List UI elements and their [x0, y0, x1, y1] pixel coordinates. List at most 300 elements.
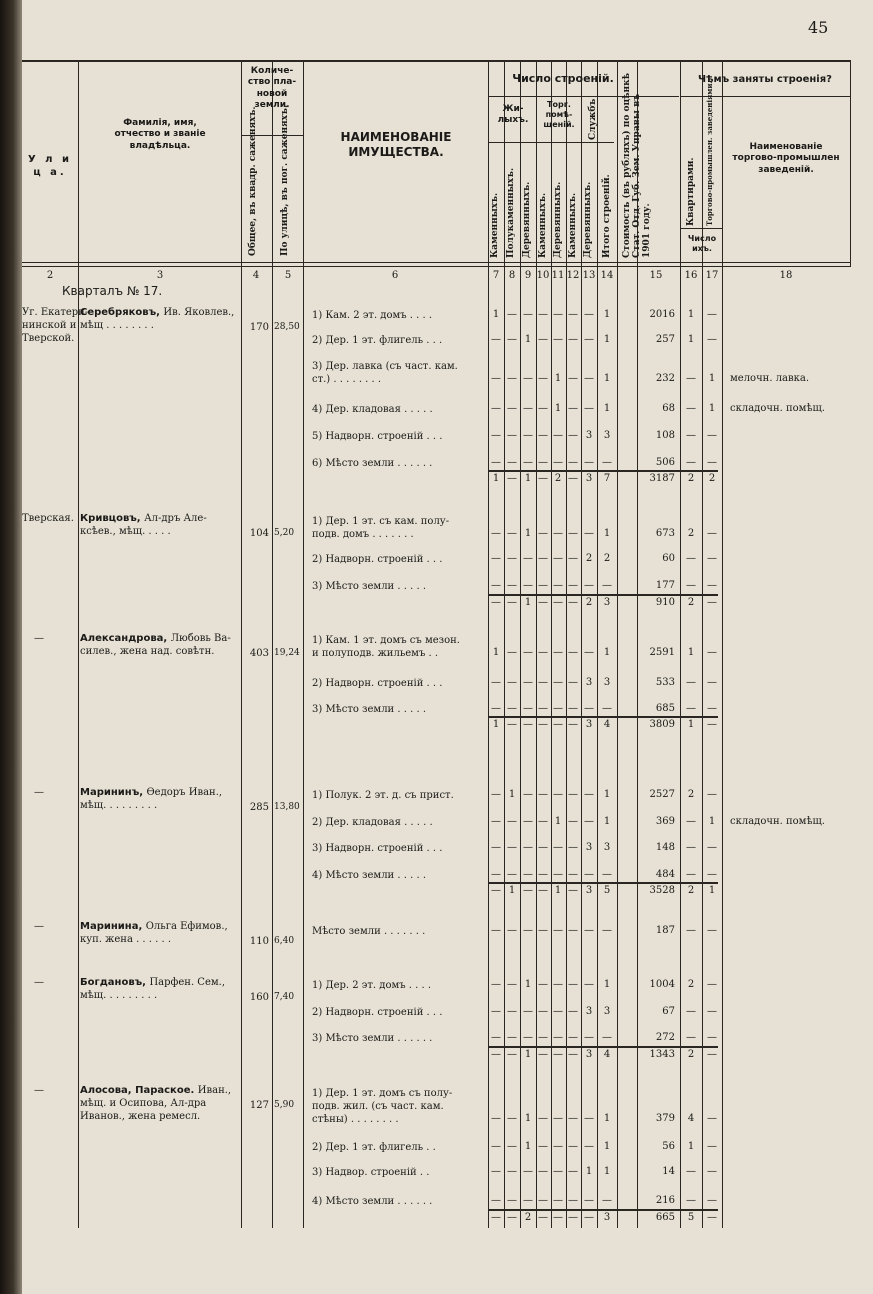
- header-cost: Стоимость (въ рубляхъ) по оцѣнкѣ Стат. Отд. Губ. Зем. Управы въ 1901 году.: [622, 73, 652, 258]
- property-item-line: 2) Надворн. строеній . . .: [312, 1007, 443, 1018]
- cost-cell: 1004: [649, 979, 675, 990]
- building-count-cell: —: [553, 703, 563, 714]
- header-property-line: НАИМЕНОВАНІЕ: [340, 130, 452, 144]
- frontage-cell: 5,20: [274, 528, 295, 538]
- trade-est-cell: —: [707, 457, 717, 468]
- building-count-cell: —: [584, 647, 594, 658]
- building-count-cell: —: [584, 334, 594, 345]
- building-count-cell: —: [523, 1032, 533, 1043]
- building-count-cell: —: [507, 703, 517, 714]
- building-count-cell: 2: [585, 597, 593, 608]
- owner-surname: Алосова, Параское.: [80, 1085, 198, 1096]
- rule-line: [680, 228, 722, 229]
- column-number: 5: [284, 270, 292, 281]
- header-land-total: Общее, въ квадр. саженяхъ.: [248, 106, 258, 256]
- building-count-cell: 1: [524, 979, 532, 990]
- trade-est-cell: —: [707, 1049, 717, 1060]
- land-area-cell: 170: [249, 322, 269, 333]
- building-count-cell: 2: [554, 473, 562, 484]
- building-count-cell: —: [568, 373, 578, 384]
- building-count-cell: —: [523, 925, 533, 936]
- building-count-cell: —: [568, 789, 578, 800]
- building-count-cell: —: [568, 403, 578, 414]
- building-count-cell: —: [523, 553, 533, 564]
- building-count-cell: —: [507, 816, 517, 827]
- building-count-cell: —: [523, 816, 533, 827]
- building-count-cell: —: [538, 1006, 548, 1017]
- column-number: 14: [600, 270, 614, 281]
- building-count-cell: —: [584, 703, 594, 714]
- header-trade-est: Торгово-промышлен. заведеніями.: [705, 81, 714, 226]
- street-name: —: [34, 977, 44, 988]
- total-buildings-cell: 2: [603, 553, 611, 564]
- building-count-cell: —: [523, 1006, 533, 1017]
- building-count-cell: 1: [554, 373, 562, 384]
- building-count-cell: —: [584, 1141, 594, 1152]
- building-count-cell: —: [568, 334, 578, 345]
- column-divider: [850, 60, 851, 267]
- building-count-cell: —: [553, 457, 563, 468]
- property-item-line: 3) Мѣсто земли . . . . .: [312, 581, 426, 592]
- building-count-cell: —: [553, 553, 563, 564]
- property-item-line: 2) Надворн. строеній . . .: [312, 554, 443, 565]
- apartments-cell: —: [686, 703, 696, 714]
- trade-est-cell: —: [707, 1006, 717, 1017]
- header-buildings-count: Число строеній.: [512, 72, 614, 85]
- street-name: [22, 306, 89, 345]
- building-count-cell: —: [491, 1006, 501, 1017]
- building-count-cell: —: [568, 703, 578, 714]
- owner-surname: Богдановъ,: [80, 977, 150, 988]
- land-area-cell: 110: [249, 936, 269, 947]
- trade-est-cell: 1: [708, 816, 716, 827]
- trade-est-cell: 1: [708, 403, 716, 414]
- total-buildings-cell: 1: [603, 816, 611, 827]
- rule-line: [22, 60, 850, 62]
- cost-cell: 14: [662, 1166, 675, 1177]
- building-count-cell: —: [568, 580, 578, 591]
- building-count-cell: 3: [585, 430, 593, 441]
- apartments-cell: —: [686, 1166, 696, 1177]
- building-count-cell: —: [538, 553, 548, 564]
- building-count-cell: —: [568, 677, 578, 688]
- total-buildings-cell: 1: [603, 789, 611, 800]
- column-divider: [241, 60, 242, 1228]
- column-number: 10: [536, 270, 550, 281]
- building-count-cell: —: [568, 1032, 578, 1043]
- building-count-cell: —: [507, 1113, 517, 1124]
- building-count-cell: —: [507, 373, 517, 384]
- building-count-cell: —: [553, 1195, 563, 1206]
- header-owner-line: отчество и званіе: [114, 129, 206, 140]
- frontage-cell: 28,50: [274, 322, 300, 332]
- building-count-cell: —: [491, 1113, 501, 1124]
- owner-detail: Ольга Ефимов.,: [145, 921, 228, 932]
- rule-line: [488, 470, 718, 472]
- cost-cell: 232: [655, 373, 675, 384]
- building-count-cell: —: [584, 309, 594, 320]
- building-count-cell: —: [584, 789, 594, 800]
- trade-establishment-name: складочн. помѣщ.: [730, 816, 825, 827]
- trade-establishment-name: складочн. помѣщ.: [730, 403, 825, 414]
- building-count-cell: —: [491, 789, 501, 800]
- property-item: [312, 677, 442, 690]
- column-number: 8: [508, 270, 516, 281]
- building-count-cell: —: [553, 597, 563, 608]
- building-count-cell: —: [523, 1166, 533, 1177]
- building-count-cell: 1: [554, 403, 562, 414]
- header-trade-name-line: Наименованіе: [749, 142, 823, 152]
- property-item-line: 5) Надворн. строеній . . .: [312, 431, 443, 442]
- building-count-cell: 1: [524, 1141, 532, 1152]
- apartments-cell: 2: [687, 885, 695, 896]
- cost-cell: 673: [655, 528, 675, 539]
- cost-cell: 56: [662, 1141, 675, 1152]
- apartments-cell: —: [686, 869, 696, 880]
- property-item-line: 2) Надворн. строеній . . .: [312, 678, 443, 689]
- building-count-cell: —: [568, 457, 578, 468]
- building-count-cell: —: [538, 403, 548, 414]
- cost-cell: 685: [655, 703, 675, 714]
- building-count-cell: —: [491, 373, 501, 384]
- owner-detail: мѣщ. . . . . . . . .: [80, 800, 158, 811]
- property-item: [312, 1195, 432, 1208]
- property-item: [312, 1006, 442, 1019]
- building-count-cell: —: [523, 580, 533, 591]
- building-count-cell: —: [491, 457, 501, 468]
- column-divider: [597, 60, 598, 1228]
- total-buildings-cell: —: [602, 457, 612, 468]
- total-buildings-cell: 1: [603, 1113, 611, 1124]
- building-count-cell: —: [523, 677, 533, 688]
- property-item: [312, 816, 433, 829]
- quarter-heading: Кварталъ № 17.: [62, 284, 163, 298]
- column-number: 2: [46, 270, 54, 281]
- owner-name: [80, 786, 240, 812]
- header-com-wooden: Деревянныхъ.: [553, 181, 563, 258]
- total-buildings-cell: —: [602, 925, 612, 936]
- total-buildings-cell: 1: [603, 309, 611, 320]
- trade-est-cell: —: [707, 1212, 717, 1223]
- street-name: —: [34, 1085, 44, 1096]
- building-count-cell: —: [507, 869, 517, 880]
- building-count-cell: 1: [524, 1049, 532, 1060]
- building-count-cell: —: [507, 647, 517, 658]
- land-area-cell: 160: [249, 992, 269, 1003]
- building-count-cell: —: [568, 925, 578, 936]
- owner-name: [80, 512, 240, 538]
- column-number: 4: [252, 270, 260, 281]
- property-item-line: 1) Кам. 2 эт. домъ . . . .: [312, 310, 433, 321]
- building-count-cell: —: [538, 309, 548, 320]
- street-name-line: Тверская.: [22, 513, 74, 524]
- street-name-line: Тверской.: [22, 333, 75, 344]
- property-item-line: 1) Дер. 1 эт. съ кам. полу-: [312, 516, 450, 527]
- building-count-cell: —: [538, 789, 548, 800]
- header-land-street: По улицѣ, въ пог. саженяхъ.: [280, 104, 290, 256]
- cost-cell: 3528: [649, 885, 675, 896]
- apartments-cell: 5: [687, 1212, 695, 1223]
- building-count-cell: —: [538, 430, 548, 441]
- building-count-cell: —: [491, 1166, 501, 1177]
- total-buildings-cell: 7: [603, 473, 611, 484]
- column-divider: [722, 60, 723, 1228]
- column-number: 17: [705, 270, 719, 281]
- building-count-cell: —: [584, 1212, 594, 1223]
- building-count-cell: 3: [585, 1006, 593, 1017]
- apartments-cell: 2: [687, 1049, 695, 1060]
- header-residential: [490, 104, 536, 127]
- book-binding-edge: [0, 0, 22, 1294]
- cost-cell: 60: [662, 553, 675, 564]
- building-count-cell: —: [491, 430, 501, 441]
- building-count-cell: —: [568, 816, 578, 827]
- building-count-cell: —: [491, 1195, 501, 1206]
- building-count-cell: —: [568, 597, 578, 608]
- building-count-cell: —: [553, 1141, 563, 1152]
- building-count-cell: —: [523, 703, 533, 714]
- building-count-cell: —: [491, 528, 501, 539]
- building-count-cell: —: [491, 403, 501, 414]
- apartments-cell: —: [686, 580, 696, 591]
- property-item-line: ст.) . . . . . . . .: [312, 374, 382, 385]
- building-count-cell: —: [568, 1049, 578, 1060]
- owner-detail: силев., жена над. совѣтн.: [80, 646, 215, 657]
- building-count-cell: 1: [492, 473, 500, 484]
- building-count-cell: —: [507, 473, 517, 484]
- trade-est-cell: 1: [708, 885, 716, 896]
- building-count-cell: —: [584, 1032, 594, 1043]
- cost-cell: 484: [655, 869, 675, 880]
- property-item-line: Мѣсто земли . . . . . . .: [312, 926, 426, 937]
- header-property: [305, 130, 487, 160]
- trade-est-cell: —: [707, 789, 717, 800]
- street-name-line: нинской и: [22, 320, 77, 331]
- total-buildings-cell: 1: [603, 373, 611, 384]
- property-item: [312, 789, 454, 802]
- frontage-cell: 13,80: [274, 802, 300, 812]
- trade-est-cell: —: [707, 869, 717, 880]
- building-count-cell: —: [507, 553, 517, 564]
- property-item-line: 4) Дер. кладовая . . . . .: [312, 404, 433, 415]
- building-count-cell: —: [523, 869, 533, 880]
- building-count-cell: —: [538, 979, 548, 990]
- building-count-cell: —: [553, 979, 563, 990]
- building-count-cell: 1: [492, 719, 500, 730]
- building-count-cell: —: [507, 457, 517, 468]
- column-divider: [78, 60, 79, 1228]
- header-wooden: Деревянныхъ.: [522, 181, 532, 258]
- trade-est-cell: —: [707, 1141, 717, 1152]
- building-count-cell: —: [491, 1032, 501, 1043]
- header-land-qty-line: ство пла-: [247, 77, 297, 88]
- frontage-cell: 19,24: [274, 648, 300, 658]
- building-count-cell: —: [568, 1166, 578, 1177]
- apartments-cell: 2: [687, 473, 695, 484]
- building-count-cell: —: [584, 979, 594, 990]
- apartments-cell: —: [686, 457, 696, 468]
- building-count-cell: —: [523, 885, 533, 896]
- building-count-cell: —: [491, 334, 501, 345]
- property-item: [312, 1032, 432, 1045]
- building-count-cell: —: [584, 403, 594, 414]
- building-count-cell: —: [507, 1141, 517, 1152]
- building-count-cell: —: [523, 719, 533, 730]
- building-count-cell: —: [507, 842, 517, 853]
- apartments-cell: —: [686, 816, 696, 827]
- building-count-cell: 1: [508, 789, 516, 800]
- building-count-cell: —: [507, 403, 517, 414]
- owner-surname: Марининъ,: [80, 787, 147, 798]
- cost-cell: 910: [655, 597, 675, 608]
- trade-est-cell: —: [707, 647, 717, 658]
- building-count-cell: —: [491, 597, 501, 608]
- header-trade-name-line: заведеній.: [758, 164, 814, 175]
- total-buildings-cell: 4: [603, 1049, 611, 1060]
- header-count-line: ихъ.: [692, 244, 712, 253]
- building-count-cell: —: [523, 309, 533, 320]
- building-count-cell: —: [538, 1195, 548, 1206]
- building-count-cell: —: [491, 1141, 501, 1152]
- building-count-cell: —: [553, 925, 563, 936]
- header-count: [682, 234, 722, 254]
- cost-cell: 2591: [649, 647, 675, 658]
- building-count-cell: —: [568, 1195, 578, 1206]
- building-count-cell: —: [491, 869, 501, 880]
- column-number: 12: [566, 270, 580, 281]
- property-item: [312, 634, 460, 660]
- column-number: 11: [551, 270, 565, 281]
- column-number: 13: [582, 270, 596, 281]
- building-count-cell: —: [507, 1212, 517, 1223]
- header-residential-line: лыхъ.: [497, 115, 529, 126]
- rule-line: [488, 1046, 718, 1048]
- owner-detail: мѣщ. . . . . . . . .: [80, 990, 158, 1001]
- building-count-cell: —: [523, 1195, 533, 1206]
- building-count-cell: —: [553, 580, 563, 591]
- total-buildings-cell: 4: [603, 719, 611, 730]
- apartments-cell: 4: [687, 1113, 695, 1124]
- building-count-cell: 1: [524, 528, 532, 539]
- trade-est-cell: —: [707, 925, 717, 936]
- column-number: 3: [156, 270, 164, 281]
- building-count-cell: —: [538, 1049, 548, 1060]
- building-count-cell: —: [584, 1195, 594, 1206]
- building-count-cell: —: [538, 597, 548, 608]
- building-count-cell: —: [507, 1032, 517, 1043]
- rule-line: [22, 266, 850, 267]
- building-count-cell: —: [568, 309, 578, 320]
- trade-est-cell: —: [707, 553, 717, 564]
- property-item-line: 6) Мѣсто земли . . . . . .: [312, 458, 433, 469]
- building-count-cell: —: [568, 1006, 578, 1017]
- property-item: [312, 979, 431, 992]
- building-count-cell: —: [553, 1006, 563, 1017]
- property-item: [312, 925, 425, 938]
- rule-line: [488, 882, 718, 884]
- building-count-cell: —: [553, 719, 563, 730]
- frontage-cell: 5,90: [274, 1100, 295, 1110]
- building-count-cell: —: [538, 373, 548, 384]
- building-count-cell: —: [538, 647, 548, 658]
- building-count-cell: —: [568, 528, 578, 539]
- building-count-cell: —: [584, 528, 594, 539]
- building-count-cell: —: [584, 1113, 594, 1124]
- cost-cell: 187: [655, 925, 675, 936]
- owner-name: [80, 1084, 240, 1123]
- building-count-cell: —: [507, 1006, 517, 1017]
- cost-cell: 67: [662, 1006, 675, 1017]
- header-residential-line: Жи-: [502, 104, 524, 114]
- owner-detail: Өедоръ Иван.,: [146, 787, 223, 798]
- apartments-cell: —: [686, 430, 696, 441]
- page-number: 45: [808, 18, 829, 37]
- owner-detail: Парфен. Сем.,: [149, 977, 226, 988]
- building-count-cell: —: [538, 677, 548, 688]
- building-count-cell: —: [553, 869, 563, 880]
- property-item-line: 2) Дер. 1 эт. флигель . .: [312, 1142, 436, 1153]
- building-count-cell: —: [507, 925, 517, 936]
- building-count-cell: 1: [524, 1113, 532, 1124]
- property-item: [312, 580, 426, 593]
- trade-establishment-name: мелочн. лавка.: [730, 373, 810, 384]
- property-item-line: 1) Дер. 2 эт. домъ . . . .: [312, 980, 432, 991]
- cost-cell: 68: [662, 403, 675, 414]
- building-count-cell: —: [538, 1113, 548, 1124]
- cost-cell: 379: [655, 1113, 675, 1124]
- total-buildings-cell: 1: [603, 334, 611, 345]
- building-count-cell: 1: [492, 309, 500, 320]
- building-count-cell: —: [553, 430, 563, 441]
- cost-cell: 148: [655, 842, 675, 853]
- trade-est-cell: —: [707, 1113, 717, 1124]
- header-halfstone: Полукаменныхъ.: [506, 167, 516, 258]
- header-owner-line: владѣльца.: [129, 140, 191, 151]
- total-buildings-cell: 3: [603, 677, 611, 688]
- property-item-line: 1) Дер. 1 эт. домъ съ полу-: [312, 1088, 453, 1099]
- building-count-cell: —: [568, 1141, 578, 1152]
- header-trade-name-line: торгово-промышлен: [732, 153, 840, 164]
- building-count-cell: 2: [524, 1212, 532, 1223]
- apartments-cell: 1: [687, 334, 695, 345]
- street-name: —: [34, 787, 44, 798]
- cost-cell: 2016: [649, 309, 675, 320]
- building-count-cell: —: [491, 816, 501, 827]
- building-count-cell: —: [568, 719, 578, 730]
- cost-cell: 3809: [649, 719, 675, 730]
- building-count-cell: —: [553, 677, 563, 688]
- property-item: [312, 515, 449, 541]
- building-count-cell: —: [491, 677, 501, 688]
- apartments-cell: —: [686, 677, 696, 688]
- column-divider: [303, 60, 304, 1228]
- owner-surname: Кривцовъ,: [80, 513, 145, 524]
- building-count-cell: —: [507, 1049, 517, 1060]
- building-count-cell: —: [568, 430, 578, 441]
- total-buildings-cell: 1: [603, 403, 611, 414]
- total-buildings-cell: 1: [603, 979, 611, 990]
- header-svc-wooden: Деревянныхъ.: [583, 181, 593, 258]
- header-owner-line: Фамилія, имя,: [123, 118, 197, 128]
- building-count-cell: 1: [524, 473, 532, 484]
- building-count-cell: —: [538, 885, 548, 896]
- building-count-cell: —: [491, 1049, 501, 1060]
- street-name: —: [34, 633, 44, 644]
- total-buildings-cell: 3: [603, 1212, 611, 1223]
- cost-cell: 2527: [649, 789, 675, 800]
- header-property-line: ИМУЩЕСТВА.: [348, 145, 444, 159]
- apartments-cell: 2: [687, 528, 695, 539]
